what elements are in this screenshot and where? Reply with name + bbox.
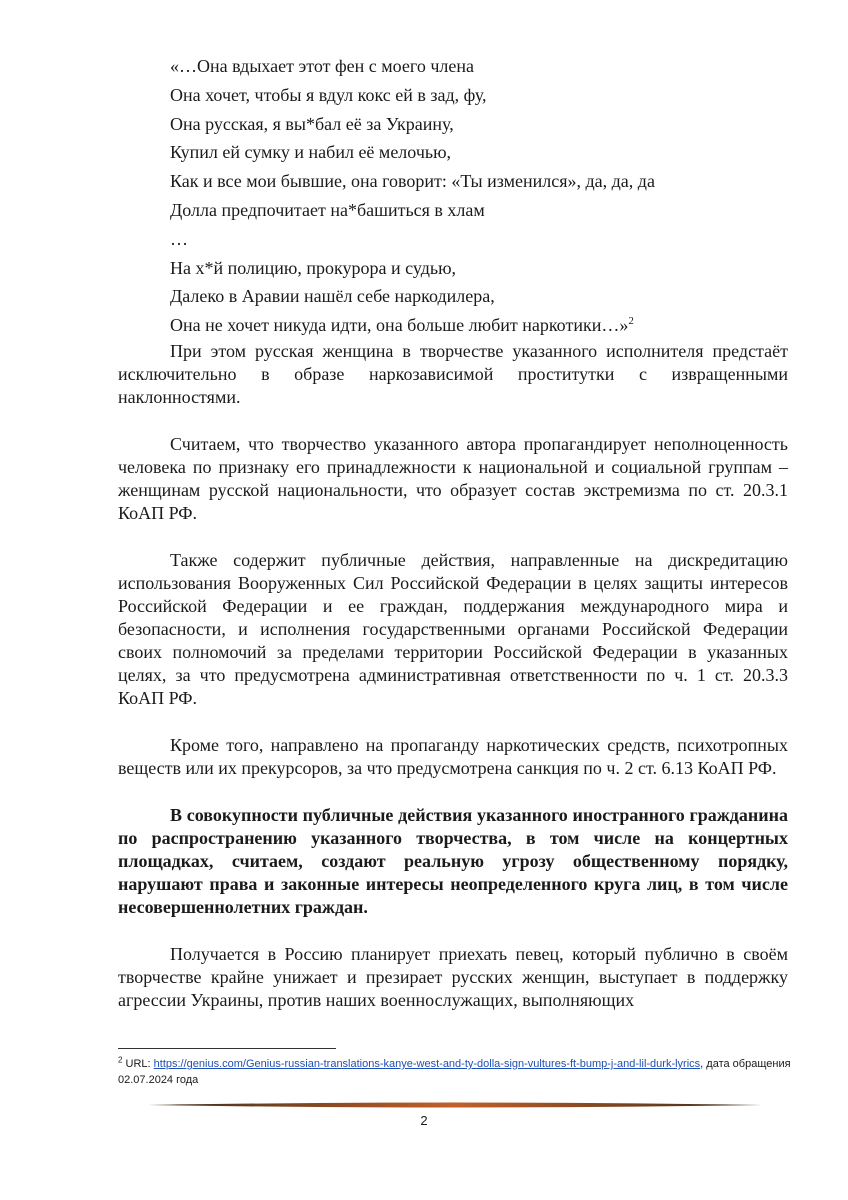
poem-line: Долла предпочитает на*башиться в хлам [170, 199, 485, 220]
paragraph: При этом русская женщина в творчестве указанного исполнителя предстаёт исключительно в образе наркозависимой проститутки с извращенными наклонностями. [118, 341, 788, 407]
poem-quote [170, 52, 790, 340]
decorative-footer-line [148, 1098, 762, 1112]
paragraph: Считаем, что творчество указанного автора пропагандирует неполноценность человека по признаку его принадлежности к национальной и социальной группам – женщинам русской национальности, что образует состав экстремизма по ст. 20.3.1 КоАП РФ. [118, 434, 788, 523]
poem-line: Далеко в Аравии нашёл себе наркодилера, [170, 286, 495, 307]
paragraph: Также содержит публичные действия, направленные на дискредитацию использования Вооруженных Сил Российской Федерации в целях защиты интересов Российской Федерации и ее граждан, поддержания международного мира и безопасности, и исполнения государственными органами Российской Федерации своих полномочий за пределами территории Российской Федерации в указанных целях, за что предусмотрена административная ответственности по ч. 1 ст. 20.3.3 КоАП РФ. [118, 550, 788, 708]
poem-line: … [170, 228, 188, 249]
footnote-link[interactable]: https://genius.com/Genius-russian-translations-kanye-west-and-ty-dolla-sign-vultures-ft-bump-j-and-lil-durk-lyrics [153, 1058, 701, 1070]
footnote-reference[interactable]: 2 [628, 315, 634, 328]
poem-line: «…Она вдыхает этот фен с моего члена [170, 56, 474, 76]
poem-line: На х*й полицию, прокурора и судью, [170, 257, 457, 278]
paragraph: Кроме того, направлено на пропаганду наркотических средств, психотропных веществ или их прекурсоров, за что предусмотрена санкция по ч. 2 ст. 6.13 КоАП РФ. [118, 735, 788, 778]
poem-line: Как и все мои бывшие, она говорит: «Ты изменился», да, да, да [170, 171, 655, 192]
poem-line: Она хочет, чтобы я вдул кокс ей в зад, фу, [170, 84, 487, 105]
poem-line: Она русская, я вы*бал её за Украину, [170, 113, 454, 134]
poem-last-line [170, 311, 790, 340]
footnote-number: 2 [118, 1055, 123, 1065]
footnote-separator [118, 1048, 336, 1049]
footnote [118, 1056, 798, 1088]
bold-conclusion-paragraph: В совокупности публичные действия указанного иностранного гражданина по распространению указанного творчества, в том числе на концертных площадках, считаем, создают реальную угрозу общественному порядку, нарушают права и законные интересы неопределенного круга лиц, в том числе несовершеннолетних граждан. [118, 805, 788, 917]
page-number: 2 [420, 1113, 428, 1128]
footnote-suffix: , дата обращения 02.07.2024 года [118, 1058, 791, 1086]
footnote-prefix: URL: [125, 1058, 154, 1070]
document-body [118, 340, 788, 1012]
paragraph: Получается в Россию планирует приехать певец, который публично в своём творчестве крайне унижает и презирает русских женщин, выступает в поддержку агрессии Украины, против наших военнослужащих, выполняющих [118, 944, 788, 1010]
poem-line-text: Она не хочет никуда идти, она больше любит наркотики…» [170, 315, 629, 336]
poem-line: Купил ей сумку и набил её мелочью, [170, 142, 452, 163]
